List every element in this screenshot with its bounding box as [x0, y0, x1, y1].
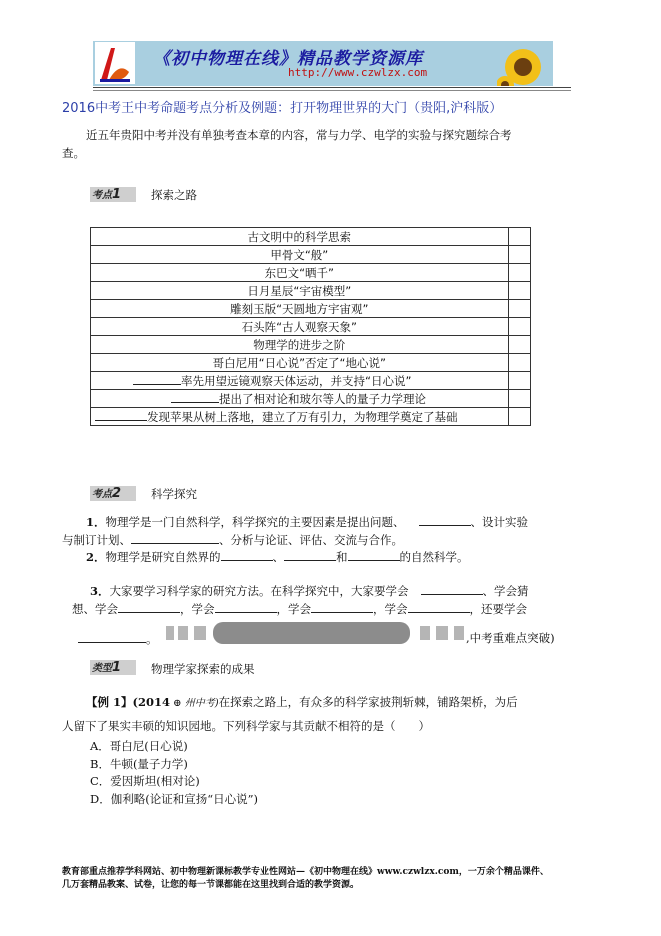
- redaction-block: [454, 626, 464, 640]
- question-3-text-b: 、学会猜: [482, 584, 529, 598]
- redaction-block: [178, 626, 188, 640]
- table-cell-text: 哥白尼用“日心说”否定了“地心说”: [212, 355, 386, 370]
- example-text: 在探索之路上，有众多的科学家披荆斩棘，铺路架桥，为后: [218, 695, 518, 709]
- table-cell: [91, 354, 509, 372]
- redaction-block: [420, 626, 430, 640]
- table-cell: [91, 264, 509, 282]
- table-row: [91, 228, 531, 246]
- table-row: [91, 318, 531, 336]
- answer-blank[interactable]: [78, 630, 146, 643]
- question-1-line-2: [62, 531, 403, 549]
- question-3-line-2: [62, 600, 527, 618]
- sunflower-icon: [497, 45, 549, 86]
- option-d[interactable]: D．伽利略(论证和宣扬“日心说”): [90, 792, 258, 806]
- table-row: [91, 300, 531, 318]
- section-tag-number: 1: [112, 660, 122, 675]
- section-1-label: 探索之路: [151, 188, 197, 202]
- answer-blank[interactable]: [171, 390, 219, 403]
- intro-line-2: 查。: [62, 146, 85, 160]
- question-1-text-c: 与制订计划、: [62, 533, 131, 547]
- table-cell-text: 率先用望远镜观察天体运动，并支持“日心说”: [181, 374, 412, 388]
- redaction-block: [194, 626, 206, 640]
- table-row: [91, 354, 531, 372]
- question-3-number: 3．: [90, 584, 110, 598]
- table-cell-empty: [508, 336, 530, 354]
- table-row: [91, 246, 531, 264]
- question-1-text-b: 、设计实验: [470, 515, 529, 529]
- footer-line-2: 几万套精品教案、试卷，让您的每一节课都能在这里找到合适的教学资源。: [62, 880, 360, 890]
- table-cell: [91, 372, 509, 390]
- section-tag-number: 1: [112, 187, 122, 202]
- example-label: 【例 1】: [86, 695, 133, 709]
- answer-blank[interactable]: [215, 600, 277, 613]
- table-cell-empty: [508, 372, 530, 390]
- table-cell: [91, 390, 509, 408]
- section-tag-leixing-1: [90, 660, 136, 675]
- question-1-text-a: 物理学是一门自然科学，科学探究的主要因素是提出问题、: [105, 515, 405, 529]
- answer-blank[interactable]: [284, 548, 336, 561]
- table-row: [91, 372, 531, 390]
- question-3-text-e: ，学会: [276, 602, 311, 616]
- header-rule: [93, 87, 571, 88]
- answer-blank[interactable]: [95, 408, 147, 421]
- section-tag-kaodian-2: [90, 486, 136, 501]
- table-cell: [91, 408, 509, 426]
- answer-blank[interactable]: [118, 600, 180, 613]
- question-2-text-a: 物理学是研究自然界的: [105, 550, 221, 564]
- section-tag-text: 类型: [92, 663, 112, 674]
- option-c[interactable]: C．爱因斯坦(相对论): [90, 774, 200, 788]
- option-a[interactable]: A．哥白尼(日心说): [90, 739, 188, 753]
- answer-blank[interactable]: [131, 531, 219, 544]
- question-3-line-1: [90, 582, 529, 600]
- section-3-label: 物理学家探索的成果: [151, 662, 255, 676]
- table-cell-text: 古文明中的科学思索: [247, 229, 352, 244]
- answer-blank[interactable]: [421, 582, 483, 595]
- table-row: [91, 390, 531, 408]
- table-cell-text: 物理学的进步之阶: [253, 337, 346, 352]
- table-row: [91, 264, 531, 282]
- question-3-text-c: 想、学会: [72, 602, 118, 616]
- table-cell-empty: [508, 228, 530, 246]
- question-3-text-f: ，学会: [373, 602, 408, 616]
- table-cell: [91, 300, 509, 318]
- banner-url[interactable]: http://www.czwlzx.com: [288, 66, 428, 79]
- question-1-text-d: 、分析与论证、评估、交流与合作。: [219, 533, 403, 547]
- table-cell-text: 日月星辰“宇宙模型”: [247, 283, 352, 298]
- answer-blank[interactable]: [419, 513, 471, 526]
- header-rule-thin: [93, 90, 571, 91]
- banner-title: 《初中物理在线》精品教学资源库: [153, 49, 423, 69]
- table-cell-empty: [508, 300, 530, 318]
- question-2-text-b: 、: [272, 550, 285, 564]
- answer-blank[interactable]: [133, 372, 181, 385]
- intro-line-1: 近五年贵阳中考并没有单独考查本章的内容，常与力学、电学的实验与探究题综合考: [86, 128, 512, 142]
- table-cell: [91, 246, 509, 264]
- table-cell-empty: [508, 246, 530, 264]
- question-2-number: 2．: [86, 550, 106, 564]
- exploration-table: [90, 227, 531, 426]
- question-1-number: 1．: [86, 515, 106, 529]
- document-title: 2016中考王中考命题考点分析及例题：打开物理世界的大门（贵阳,沪科版）: [62, 101, 503, 116]
- table-cell-empty: [508, 282, 530, 300]
- table-cell-text: 石头阵“古人观察天象”: [241, 319, 357, 334]
- example-source-2: 州中考): [184, 698, 219, 709]
- subsection-heading-tail: ,中考重难点突破): [466, 631, 555, 645]
- section-tag-number: 2: [112, 486, 122, 501]
- answer-blank[interactable]: [311, 600, 373, 613]
- table-cell: [91, 336, 509, 354]
- section-tag-kaodian-1: [90, 187, 136, 202]
- question-3-text-g: ，还要学会: [469, 602, 527, 616]
- question-3-text-a: 大家要学习科学家的研究方法。在科学探究中，大家要学会: [109, 584, 409, 598]
- table-cell-text: 提出了相对论和玻尔等人的量子力学理论: [219, 392, 426, 406]
- redaction-block: [436, 626, 448, 640]
- table-cell-empty: [508, 408, 530, 426]
- table-row: [91, 408, 531, 426]
- question-2-text-d: 的自然科学。: [399, 550, 469, 564]
- redaction-bar: [213, 622, 410, 644]
- section-2-label: 科学探究: [151, 487, 197, 501]
- table-cell: [91, 318, 509, 336]
- question-3-text-h: 。: [146, 632, 158, 646]
- table-cell-empty: [508, 390, 530, 408]
- redaction-block: [166, 626, 174, 640]
- table-row: [91, 336, 531, 354]
- section-tag-text: 考点: [92, 190, 112, 201]
- question-1-line-1: [86, 513, 528, 531]
- example-line-2: 人留下了果实丰硕的知识园地。下列科学家与其贡献不相符的是（ ）: [62, 719, 430, 733]
- option-b[interactable]: B．牛顿(量子力学): [90, 757, 188, 771]
- site-banner: [93, 41, 553, 86]
- example-source: (2014: [132, 695, 170, 709]
- question-3-line-3: [78, 630, 158, 648]
- answer-blank[interactable]: [348, 548, 400, 561]
- example-source-mark: ⊕: [169, 698, 185, 709]
- table-cell-text: 雕刻玉版“天圆地方宇宙观”: [230, 301, 369, 316]
- question-2-line: [86, 548, 469, 566]
- footer-line-1: 教育部重点推荐学科网站、初中物理新课标教学专业性网站—《初中物理在线》www.czwlzx.com，一万余个精品课件、: [62, 867, 549, 877]
- table-cell-text: 发现苹果从树上落地，建立了万有引力，为物理学奠定了基础: [147, 410, 458, 424]
- site-logo-icon: [95, 42, 135, 84]
- table-cell-empty: [508, 264, 530, 282]
- table-cell-text: 甲骨文“般”: [270, 247, 329, 262]
- answer-blank[interactable]: [221, 548, 273, 561]
- section-tag-text: 考点: [92, 489, 112, 500]
- answer-blank[interactable]: [408, 600, 470, 613]
- question-3-text-d: ，学会: [180, 602, 215, 616]
- table-cell: [91, 282, 509, 300]
- example-line-1: [86, 694, 518, 712]
- table-cell: [91, 228, 509, 246]
- table-row: [91, 282, 531, 300]
- question-2-text-c: 和: [336, 550, 348, 564]
- table-cell-text: 东巴文“晒千”: [264, 265, 334, 280]
- table-cell-empty: [508, 354, 530, 372]
- table-cell-empty: [508, 318, 530, 336]
